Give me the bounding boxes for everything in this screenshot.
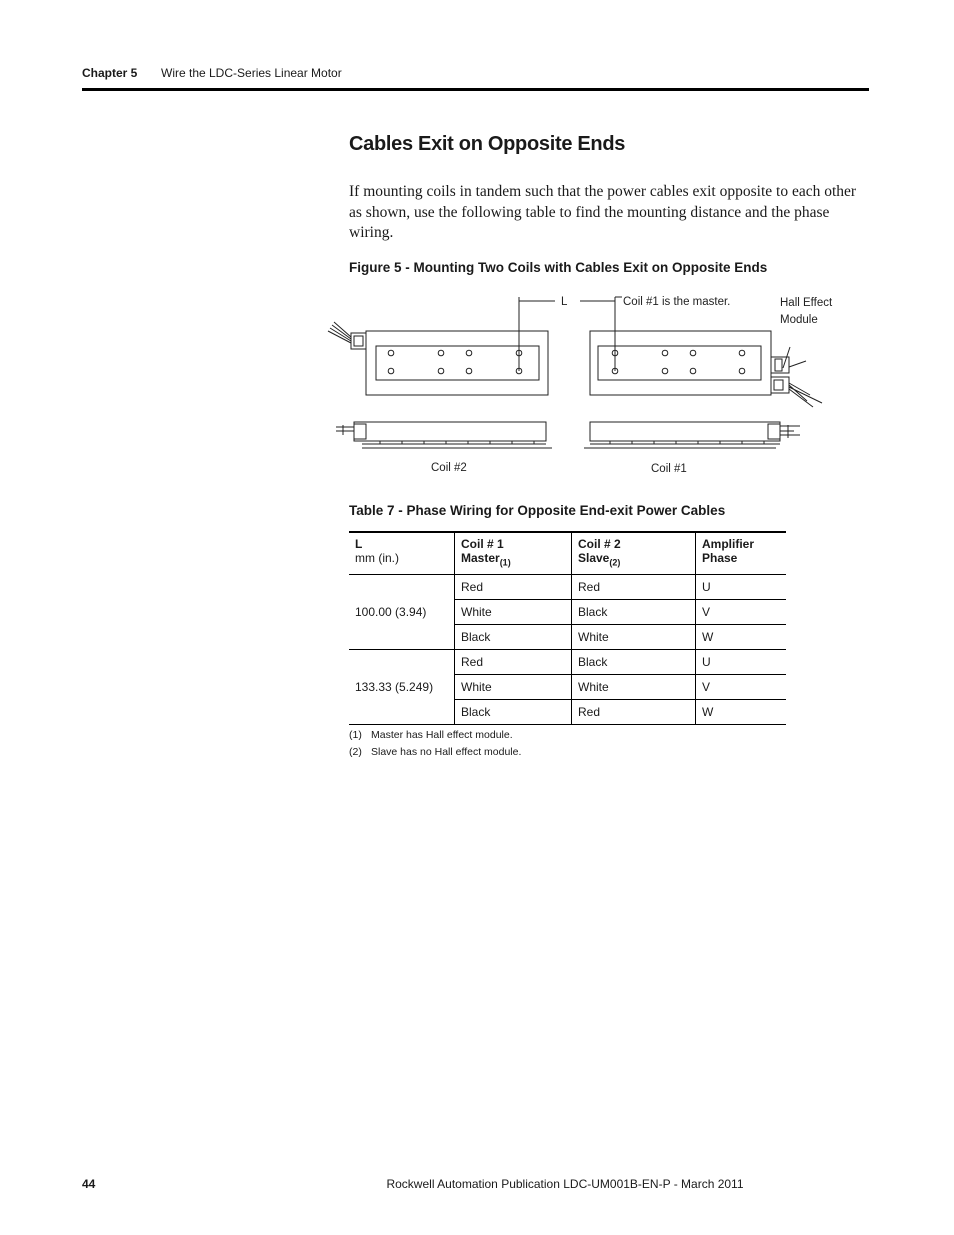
- coil1-top-inner: [598, 346, 761, 380]
- header-l-unit: mm (in.): [355, 551, 399, 565]
- header-amp-phase: [696, 532, 787, 575]
- header-l-label: L: [355, 537, 363, 551]
- header-rule: [82, 88, 869, 91]
- header-amp-line1: Amplifier: [702, 537, 755, 551]
- footnote-ref-2: (2): [609, 557, 621, 568]
- header-amp-line2: Phase: [702, 551, 738, 565]
- header-coil1-line1: Coil # 1: [461, 537, 504, 551]
- master-cell: Black: [455, 625, 572, 650]
- footnote-number: (2): [349, 746, 362, 758]
- footnote-text: Slave has no Hall effect module.: [371, 746, 522, 758]
- chapter-label: Chapter 5: [82, 66, 138, 80]
- master-cell: Red: [455, 650, 572, 675]
- phase-cell: U: [696, 575, 787, 600]
- phase-cell: V: [696, 675, 787, 700]
- running-header: [82, 66, 342, 80]
- phase-cell: W: [696, 625, 787, 650]
- coil-mounting-figure: [310, 285, 850, 480]
- intro-paragraph: If mounting coils in tandem such that the power cables exit opposite to each other as shown, use the following table to find the mounting distance and the phase wiring.: [349, 183, 857, 241]
- footnote-item: [349, 727, 521, 744]
- section-title: Cables Exit on Opposite Ends: [349, 133, 626, 155]
- coil1-side-body: [590, 422, 780, 441]
- slave-cell: Black: [572, 650, 696, 675]
- slave-cell: White: [572, 675, 696, 700]
- table-footnotes: [349, 727, 521, 761]
- slave-cell: Red: [572, 575, 696, 600]
- footnote-ref-1: (1): [499, 557, 511, 568]
- hall-effect-label-line1: Hall Effect: [780, 297, 833, 309]
- header-coil1-line2: Master: [461, 551, 500, 565]
- table-row: [349, 575, 786, 600]
- master-cell: White: [455, 600, 572, 625]
- phase-cell: V: [696, 600, 787, 625]
- master-label: Coil #1 is the master.: [623, 296, 731, 308]
- footnote-item: [349, 744, 521, 761]
- chapter-title: Wire the LDC-Series Linear Motor: [161, 66, 342, 80]
- page-number: 44: [82, 1177, 96, 1191]
- coil1-top-body: [590, 331, 771, 395]
- publication-footer: Rockwell Automation Publication LDC-UM001B-EN-P - March 2011: [386, 1177, 744, 1191]
- figure-caption: Figure 5 - Mounting Two Coils with Cables Exit on Opposite Ends: [349, 260, 768, 275]
- coil-diagram: [310, 285, 850, 480]
- header-coil2-line1: Coil # 2: [578, 537, 621, 551]
- hall-effect-label-line2: Module: [780, 314, 818, 326]
- phase-cell: W: [696, 700, 787, 725]
- master-cell: White: [455, 675, 572, 700]
- phase-wiring-table: [349, 531, 786, 725]
- header-coil2: [572, 532, 696, 575]
- slave-cell: Black: [572, 600, 696, 625]
- header-l: [349, 532, 455, 575]
- coil2-top-inner: [376, 346, 539, 380]
- coil2-side-body: [354, 422, 546, 441]
- master-cell: Red: [455, 575, 572, 600]
- footnote-text: Master has Hall effect module.: [371, 729, 513, 741]
- coil2-connector: [351, 333, 366, 349]
- coil2-label: Coil #2: [431, 462, 467, 474]
- coil1-label: Coil #1: [651, 463, 687, 475]
- table-caption: Table 7 - Phase Wiring for Opposite End-exit Power Cables: [349, 503, 726, 518]
- coil2-top-body: [366, 331, 548, 395]
- header-coil1: [455, 532, 572, 575]
- slave-cell: White: [572, 625, 696, 650]
- dimension-l-label: L: [561, 296, 568, 308]
- footnote-number: (1): [349, 729, 362, 741]
- slave-cell: Red: [572, 700, 696, 725]
- header-coil2-line2: Slave: [578, 551, 610, 565]
- master-cell: Black: [455, 700, 572, 725]
- l-value-cell: 133.33 (5.249): [349, 650, 455, 725]
- l-value-cell: 100.00 (3.94): [349, 575, 455, 650]
- phase-cell: U: [696, 650, 787, 675]
- table-row: [349, 650, 786, 675]
- coil1-holes: [612, 350, 745, 374]
- table-header-row: [349, 532, 786, 575]
- coil2-holes: [388, 350, 522, 374]
